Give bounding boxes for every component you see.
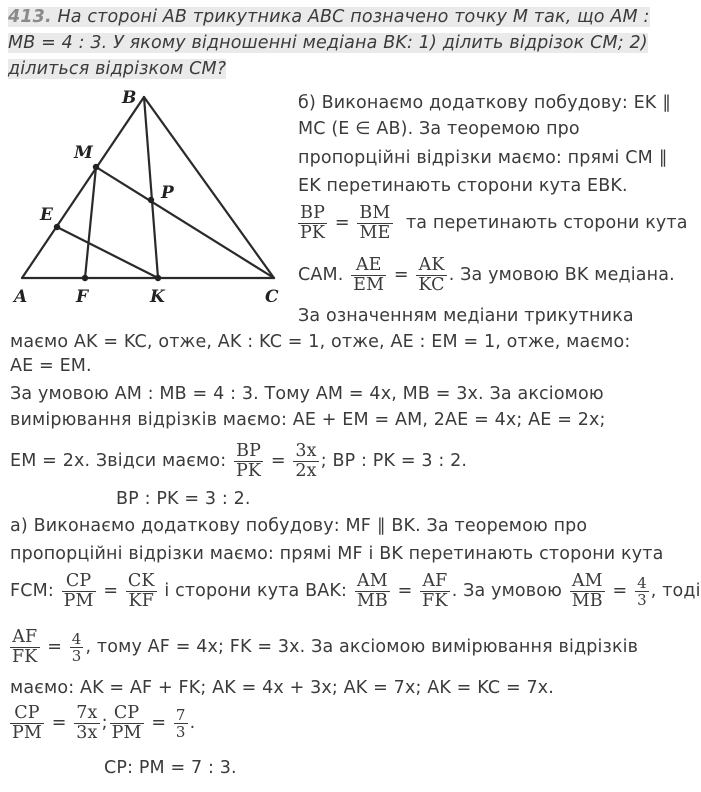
label-e: E — [40, 205, 54, 225]
problem-text-1: На стороні AB трикутника ABC позначено точку M так, що AM : — [57, 7, 650, 27]
label-m: M — [74, 143, 93, 163]
problem-line-3 — [8, 58, 226, 80]
label-f: F — [76, 287, 89, 307]
fraction-bp-pk: $\frac{BP}{PK}$ — [300, 202, 326, 243]
part-a-line-3: FCM: $\frac{CP}{PM}$ = $\frac{CK}{KF}$ і сторони кута BAK: $\frac{AM}{MB}$ = $\frac{AF}{FK}$ . За умовою $\frac{AM}{MB}$ = $\frac{4}{3}$ , тоді — [10, 570, 701, 611]
label-p: P — [161, 183, 174, 203]
point-k — [155, 275, 161, 281]
part-a-line-1: а) Виконаємо додаткову побудову: MF ∥ BK. За теоремою про — [10, 516, 588, 536]
problem-text-2: MB = 4 : 3. У якому відношенні медіана BK: 1) ділить відрізок CM; 2) — [8, 33, 648, 53]
fraction-af-fk-2: $\frac{AF}{FK}$ — [12, 626, 38, 667]
point-p — [148, 197, 154, 203]
fraction-bp-pk-2: $\frac{BP}{PK}$ — [235, 440, 262, 481]
problem-number: 413. — [8, 7, 52, 27]
part-b-line-7: За означенням медіани трикутника — [298, 306, 634, 326]
part-b-line-10: За умовою AM : MB = 4 : 3. Тому AM = 4x, MB = 3x. За аксіомою — [10, 384, 604, 404]
part-a-answer: CP: PM = 7 : 3. — [104, 758, 237, 778]
part-b-line-1: б) Виконаємо додаткову побудову: EK ∥ — [298, 93, 672, 113]
fraction-am-mb-2: $\frac{AM}{MB}$ — [571, 570, 603, 611]
part-b-line-2: MC (E ∈ AB). За теоремою про — [298, 119, 580, 139]
part-b-line-5-text: та перетинають сторони кута — [405, 213, 688, 233]
part-b-line-6: CAM. $\frac{AE}{EM}$ = $\frac{AK}{KC}$ . За умовою BK медіана. — [298, 254, 675, 295]
fraction-3x-2x: $\frac{3x}{2x}$ — [295, 440, 317, 481]
fraction-cp-pm-3: $\frac{CP}{PM}$ — [111, 702, 142, 743]
segment-ek — [57, 227, 158, 278]
problem-line-2 — [8, 32, 648, 54]
fraction-ae-em: $\frac{AE}{EM}$ — [353, 254, 385, 295]
label-c: C — [265, 287, 279, 307]
part-b-line-12: EM = 2x. Звідси маємо: $\frac{BP}{PK}$ = $\frac{3x}{2x}$ ; BP : PK = 3 : 2. — [10, 440, 468, 481]
triangle-figure — [10, 80, 295, 310]
part-b-line-5: $\frac{BP}{PK}$ = $\frac{BM}{ME}$ та перетинають сторони кута — [300, 202, 688, 243]
fraction-cp-pm: $\frac{CP}{PM}$ — [63, 570, 94, 611]
part-b-line-3: пропорційні відрізки маємо: прямі CM ∥ — [298, 148, 668, 168]
fraction-4-3: $\frac{4}{3}$ — [637, 573, 647, 609]
fraction-bm-me: $\frac{BM}{ME}$ — [359, 202, 391, 243]
part-b-line-4: EK перетинають сторони кута EBK. — [298, 176, 628, 196]
fraction-af-fk: $\frac{AF}{FK}$ — [422, 570, 448, 611]
part-a-line-2: пропорційні відрізки маємо: прямі MF і BK перетинають сторони кута — [10, 544, 664, 564]
fraction-4-3-2: $\frac{4}{3}$ — [71, 629, 82, 665]
part-a-line-6: $\frac{CP}{PM}$ = $\frac{7x}{3x}$ ; $\frac{CP}{PM}$ = $\frac{7}{3}$ . — [12, 702, 196, 743]
part-b-line-9: AE = EM. — [10, 356, 92, 376]
fraction-cp-pm-2: $\frac{CP}{PM}$ — [12, 702, 42, 743]
part-b-line-8: маємо AK = KC, отже, AK : KC = 1, отже, AE : EM = 1, отже, маємо: — [10, 332, 631, 352]
part-b-line-11: вимірювання відрізків маємо: AE + EM = AM, 2AE = 4x; AE = 2x; — [10, 410, 606, 430]
fraction-am-mb: $\frac{AM}{MB}$ — [356, 570, 388, 611]
median-bk — [144, 97, 158, 278]
part-a-line-5: маємо: AK = AF + FK; AK = 4x + 3x; AK = 7x; AK = KC = 7x. — [10, 678, 554, 698]
label-a: A — [14, 287, 28, 307]
fraction-7x-3x: $\frac{7x}{3x}$ — [76, 702, 98, 743]
fraction-ak-kc: $\frac{AK}{KC}$ — [418, 254, 445, 295]
fraction-7-3: $\frac{7}{3}$ — [175, 705, 186, 741]
side-ab — [22, 97, 144, 278]
label-k: K — [150, 287, 165, 307]
point-e — [54, 224, 60, 230]
problem-text-3: ділиться відрізком CM? — [8, 59, 227, 79]
point-m — [93, 164, 99, 170]
fraction-ck-kf: $\frac{CK}{KF}$ — [127, 570, 155, 611]
problem-line-1 — [8, 6, 650, 28]
point-f — [82, 275, 88, 281]
part-b-answer: BP : PK = 3 : 2. — [116, 489, 251, 509]
label-b: B — [122, 88, 137, 108]
part-a-line-4: $\frac{AF}{FK}$ = $\frac{4}{3}$ , тому AF = 4x; FK = 3x. За аксіомою вимірювання відрізків — [12, 626, 639, 667]
